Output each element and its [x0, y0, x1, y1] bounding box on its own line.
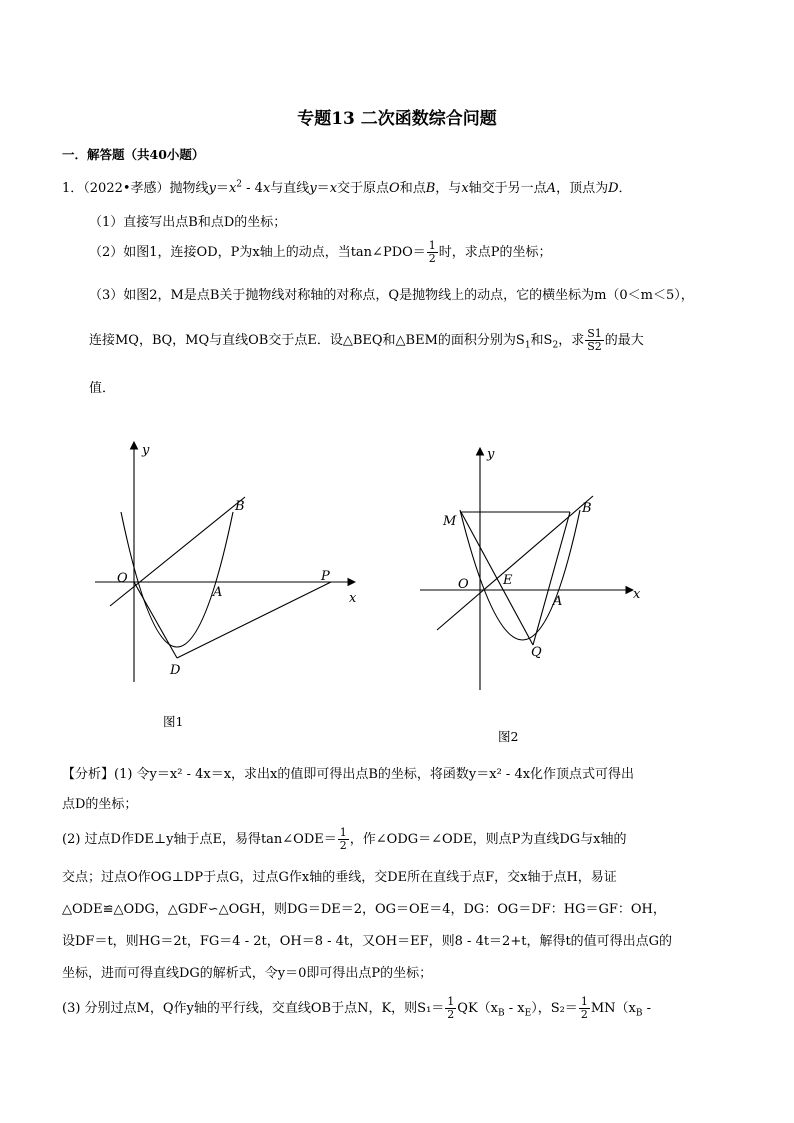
analysis-line-1: 【分析】(1) 令y＝x² - 4x＝x，求出x的值即可得出点B的坐标，将函数y＝x² - 4x化作顶点式可得出 — [62, 767, 635, 782]
problem-stem — [62, 177, 632, 196]
analysis-text: (3) 分别过点M，Q作y轴的平行线，交直线OB于点N，K，则S₁＝ — [62, 1001, 445, 1016]
fraction-numerator: 1 — [447, 995, 455, 1008]
stem-text: ，与 — [435, 181, 462, 196]
stem-text: 抛物线 — [169, 181, 209, 196]
part-3-text: ，求 — [558, 333, 585, 348]
part-3-cont — [89, 328, 644, 353]
analysis-line-6: 设DF＝t，则HG＝2t，FG＝4 - 2t，OH＝8 - 4t，又OH＝EF，则8 - 4t＝2+t，解得t的值可得出点G的 — [62, 934, 673, 949]
part-3-text: 和S — [530, 333, 553, 348]
stem-var: A — [546, 181, 557, 196]
stem-var: D — [608, 181, 619, 196]
label-x: x — [633, 587, 641, 602]
section-heading: 一．解答题（共40小题） — [62, 147, 205, 162]
part-2-text: 时，求点P的坐标； — [438, 245, 552, 260]
analysis-text: ，作∠ODG＝∠ODE，则点P为直线DG与x轴的 — [349, 832, 627, 847]
label-y: y — [142, 443, 150, 458]
label-y: y — [487, 447, 495, 462]
fraction-denominator: S2 — [587, 340, 602, 353]
analysis-line-8 — [62, 996, 651, 1021]
subscript: B — [635, 1008, 643, 1019]
stem-text: ，顶点为 — [556, 181, 609, 196]
fraction — [445, 996, 456, 1021]
stem-text: - 4 — [242, 181, 263, 196]
stem-var: y — [309, 181, 317, 196]
segment-dp — [177, 582, 331, 658]
fraction — [579, 996, 590, 1021]
stem-var: x — [262, 181, 271, 196]
analysis-text: - x — [504, 1001, 525, 1016]
label-e: E — [503, 573, 513, 588]
fraction-numerator: S1 — [587, 327, 602, 340]
part-3-text: 连接MQ，BQ，MQ与直线OB交于点E．设△BEQ和△BEM的面积分别为S — [89, 333, 525, 348]
subscript: 2 — [552, 340, 559, 351]
part-3: （3）如图2，M是点B关于抛物线对称轴的对称点，Q是抛物线上的动点，它的横坐标为m（0＜m＜5）， — [89, 288, 694, 303]
ratio-fraction — [585, 328, 604, 353]
figure-2-caption: 图2 — [498, 729, 519, 744]
fraction-denominator: 2 — [447, 1008, 455, 1021]
analysis-line-5: △ODE≌△ODG，△GDF∽△OGH，则DG＝DE＝2，OG＝OE＝4，DG：OG＝DF：HG＝GF：OH， — [62, 902, 666, 917]
label-o: O — [458, 577, 469, 592]
fraction-numerator: 1 — [580, 995, 588, 1008]
fraction-denominator: 2 — [339, 839, 347, 852]
stem-text: ＝ — [215, 181, 229, 196]
fraction-denominator: 2 — [428, 252, 436, 265]
stem-var: B — [425, 181, 436, 196]
analysis-line-7: 坐标，进而可得直线DG的解析式，令y＝0即可得出点P的坐标； — [62, 966, 433, 981]
part-3-end: 值． — [89, 381, 116, 396]
figure-1 — [85, 432, 375, 702]
stem-var: x — [329, 181, 338, 196]
problem-source: （2022•孝感） — [83, 181, 170, 196]
label-p: P — [321, 569, 330, 584]
fraction — [427, 240, 438, 265]
analysis-text: ），S₂＝ — [531, 1001, 578, 1016]
stem-exponent: 2 — [236, 179, 243, 190]
analysis-line-2: 点D的坐标； — [62, 797, 138, 812]
label-b: B — [235, 499, 245, 514]
label-a: A — [553, 594, 563, 609]
fraction-denominator: 2 — [580, 1008, 588, 1021]
subscript: 1 — [524, 340, 531, 351]
label-b: B — [582, 501, 592, 516]
stem-text: 和点 — [399, 181, 426, 196]
label-o: O — [117, 571, 128, 586]
stem-var: O — [389, 181, 400, 196]
stem-text: ＝ — [316, 181, 330, 196]
stem-text: ． — [618, 181, 632, 196]
problem-number: 1． — [62, 181, 84, 196]
analysis-text: - — [642, 1001, 651, 1016]
fraction — [338, 827, 349, 852]
analysis-line-3 — [62, 827, 626, 852]
part-1: （1）直接写出点B和点D的坐标； — [89, 215, 287, 230]
label-q: Q — [531, 645, 542, 660]
analysis-line-4: 交点；过点O作OG⊥DP于点G，过点G作x轴的垂线，交DE所在直线于点F，交x轴于点H，易证 — [62, 870, 617, 885]
label-m: M — [443, 514, 457, 529]
stem-text: 轴交于另一点 — [468, 181, 547, 196]
stem-var: y — [208, 181, 216, 196]
label-a: A — [213, 585, 223, 600]
parabola — [121, 512, 233, 647]
stem-var: x — [228, 181, 237, 196]
stem-var: x — [461, 181, 469, 196]
part-2 — [89, 240, 552, 265]
fraction-numerator: 1 — [339, 826, 347, 839]
line-ob — [437, 496, 593, 630]
label-d: D — [170, 663, 181, 678]
part-3-text: 的最大 — [604, 333, 644, 348]
figure-1-caption: 图1 — [163, 714, 184, 729]
fraction-numerator: 1 — [428, 239, 436, 252]
page-title: 专题13 二次函数综合问题 — [297, 109, 497, 129]
subscript: B — [497, 1008, 505, 1019]
label-x: x — [349, 591, 357, 606]
segment-mq — [461, 512, 533, 645]
subscript: E — [524, 1008, 532, 1019]
stem-text: 与直线 — [270, 181, 310, 196]
segment-od — [134, 582, 177, 658]
analysis-text: MN（x — [590, 1001, 636, 1016]
part-2-text: （2）如图1，连接OD，P为x轴上的动点，当tan∠PDO＝ — [89, 245, 426, 260]
analysis-text: QK（x — [457, 1001, 498, 1016]
analysis-text: (2) 过点D作DE⊥y轴于点E，易得tan∠ODE＝ — [62, 832, 337, 847]
stem-text: 交于原点 — [337, 181, 390, 196]
figure-2 — [415, 440, 655, 700]
